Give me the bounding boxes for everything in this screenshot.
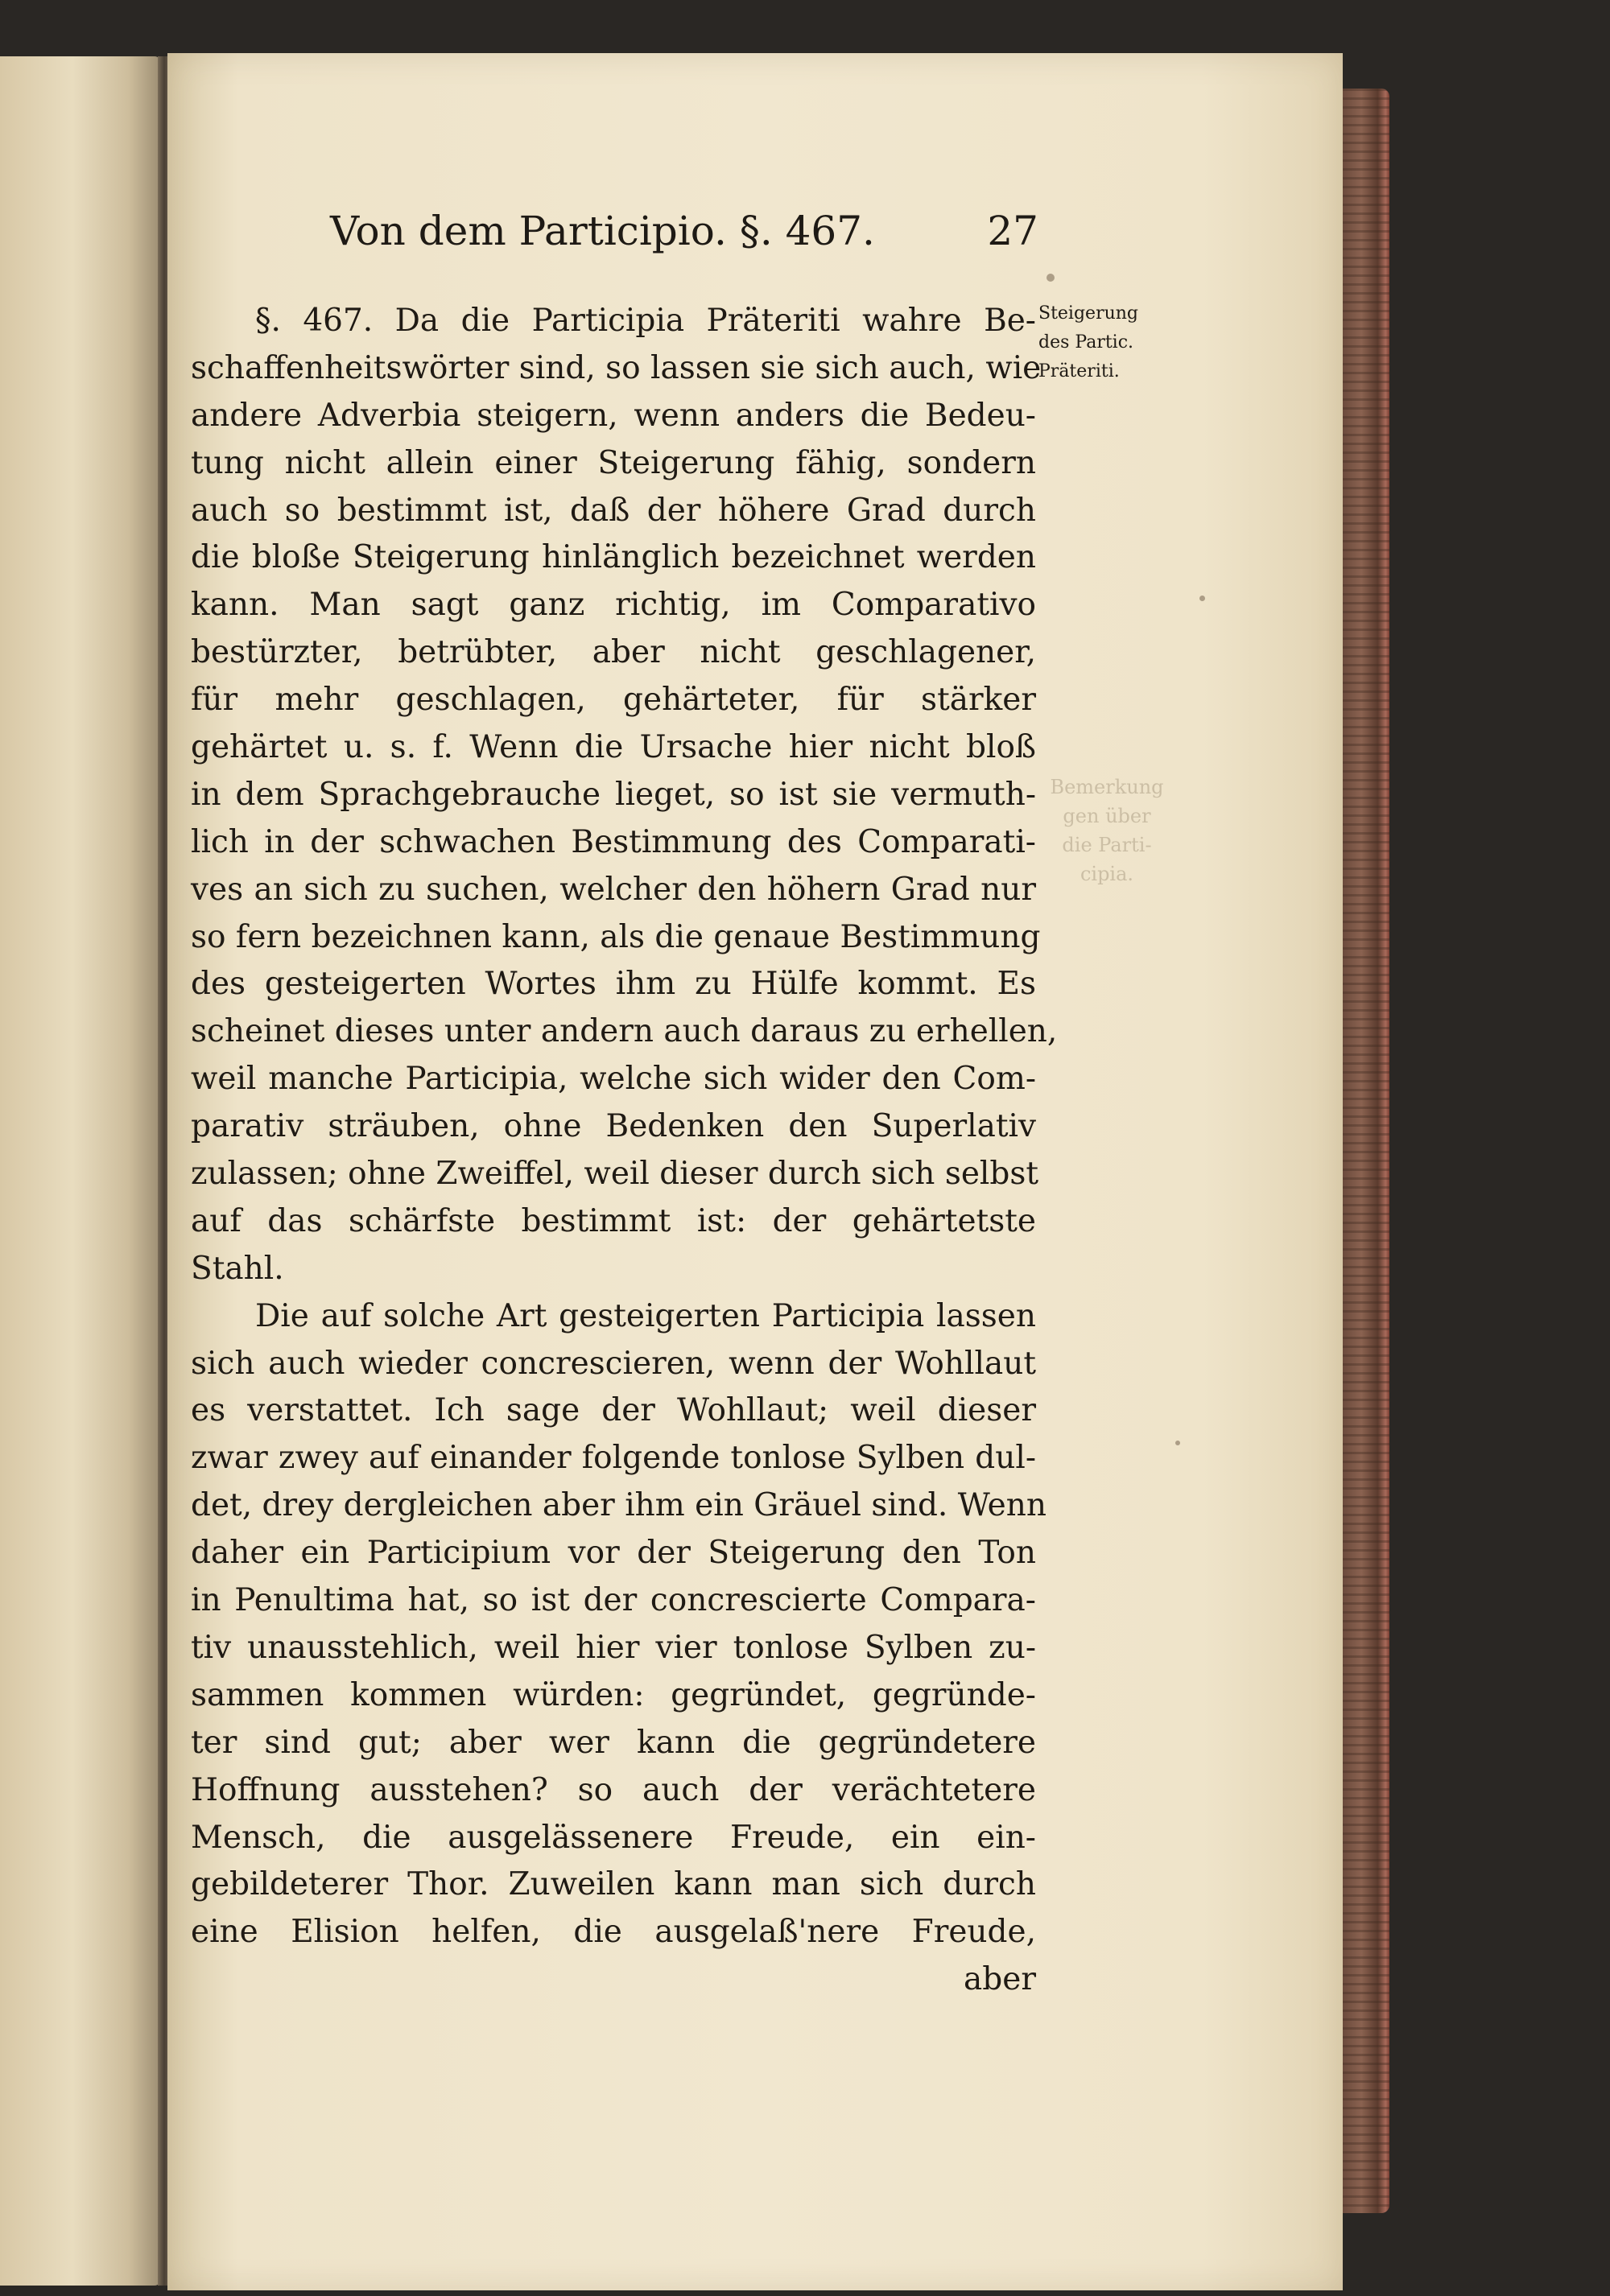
bleed-line: die Parti- [1062,834,1152,856]
text-line: zulassen; ohne Zweiffel, weil dieser durch sich selbst [191,1156,1039,1193]
text-line: Stahl. [191,1250,284,1287]
text-line: zwar zwey auf einander folgende tonlose Sylben dul- [191,1440,1036,1477]
text-line: andere Adverbia steigern, wenn anders die Bedeu- [191,397,1036,434]
text-line: tung nicht allein einer Steigerung fähig, sondern [191,444,1036,481]
text-line: die bloße Steigerung hinlänglich bezeichnet werden [191,539,1036,576]
margin-note-line: Präteriti. [1038,361,1120,381]
text-line: Mensch, die ausgelässenere Freude, ein ein- [191,1819,1036,1856]
bleed-line: Bemerkung [1050,776,1164,798]
marbled-page-edge [1343,89,1389,2213]
text-line: in dem Sprachgebrauche lieget, so ist sie vermuth- [191,776,1036,813]
text-line: §. 467. Da die Participia Präteriti wahre Be- [255,303,1036,339]
running-title: Von dem Participio. §. 467. [330,208,875,254]
text-line: lich in der schwachen Bestimmung des Comparati- [191,823,1036,860]
body-text [191,298,1058,2004]
paper-speck [1199,596,1205,601]
running-header [330,208,1038,264]
text-line: Die auf solche Art gesteigerten Participia lassen [255,1297,1036,1334]
bleed-through-note [1046,773,1167,942]
bleed-line: cipia. [1080,863,1134,885]
catchword: aber [964,1961,1036,1998]
text-line: Hoffnung ausstehen? so auch der verächtetere [191,1771,1036,1808]
text-line: weil manche Participia, welche sich wider den Com- [191,1061,1036,1098]
text-line: eine Elision helfen, die ausgelaß'nere Freude, [191,1914,1036,1951]
text-line: parativ sträuben, ohne Bedenken den Superlativ [191,1108,1036,1145]
text-line: ves an sich zu suchen, welcher den höhern Grad nur [191,871,1036,908]
text-line: in Penultima hat, so ist der concrescierte Compara- [191,1582,1036,1619]
text-line: ter sind gut; aber wer kann die gegründetere [191,1724,1036,1761]
text-line: sich auch wieder concrescieren, wenn der Wohllaut [191,1345,1036,1382]
text-line: für mehr geschlagen, gehärteter, für stärker [191,682,1036,719]
bleed-line: gen über [1063,805,1151,827]
paper-speck [1175,1441,1180,1445]
text-line: des gesteigerten Wortes ihm zu Hülfe kommt. Es [191,966,1036,1003]
text-line: bestürzter, betrübter, aber nicht geschlagener, [191,634,1036,671]
text-line: auch so bestimmt ist, daß der höhere Grad durch [191,492,1036,529]
text-line: so fern bezeichnen kann, als die genaue Bestimmung [191,918,1041,955]
margin-note-line: Steigerung [1038,303,1139,324]
paper-speck [1046,274,1055,282]
text-line: tiv unausstehlich, weil hier vier tonlose Sylben zu- [191,1629,1036,1666]
text-line: gebildeterer Thor. Zuweilen kann man sich durch [191,1866,1036,1903]
text-line: det, drey dergleichen aber ihm ein Gräuel sind. Wenn [191,1487,1046,1524]
page-number: 27 [987,208,1038,254]
text-line: scheinet dieses unter andern auch daraus zu erhellen, [191,1013,1058,1050]
text-line: es verstattet. Ich sage der Wohllaut; weil dieser [191,1392,1036,1429]
margin-note-line: des Partic. [1038,332,1134,352]
text-line: daher ein Participium vor der Steigerung den Ton [191,1535,1036,1572]
margin-note [1038,299,1208,386]
text-line: auf das schärfste bestimmt ist: der gehärtetste [191,1202,1036,1239]
text-line: sammen kommen würden: gegründet, gegründe- [191,1676,1036,1713]
text-line: schaffenheitswörter sind, so lassen sie sich auch, wie [191,349,1042,386]
left-page-edge [0,56,161,2286]
text-line: gehärtet u. s. f. Wenn die Ursache hier nicht bloß [191,729,1036,766]
text-line: kann. Man sagt ganz richtig, im Comparativo [191,587,1036,624]
